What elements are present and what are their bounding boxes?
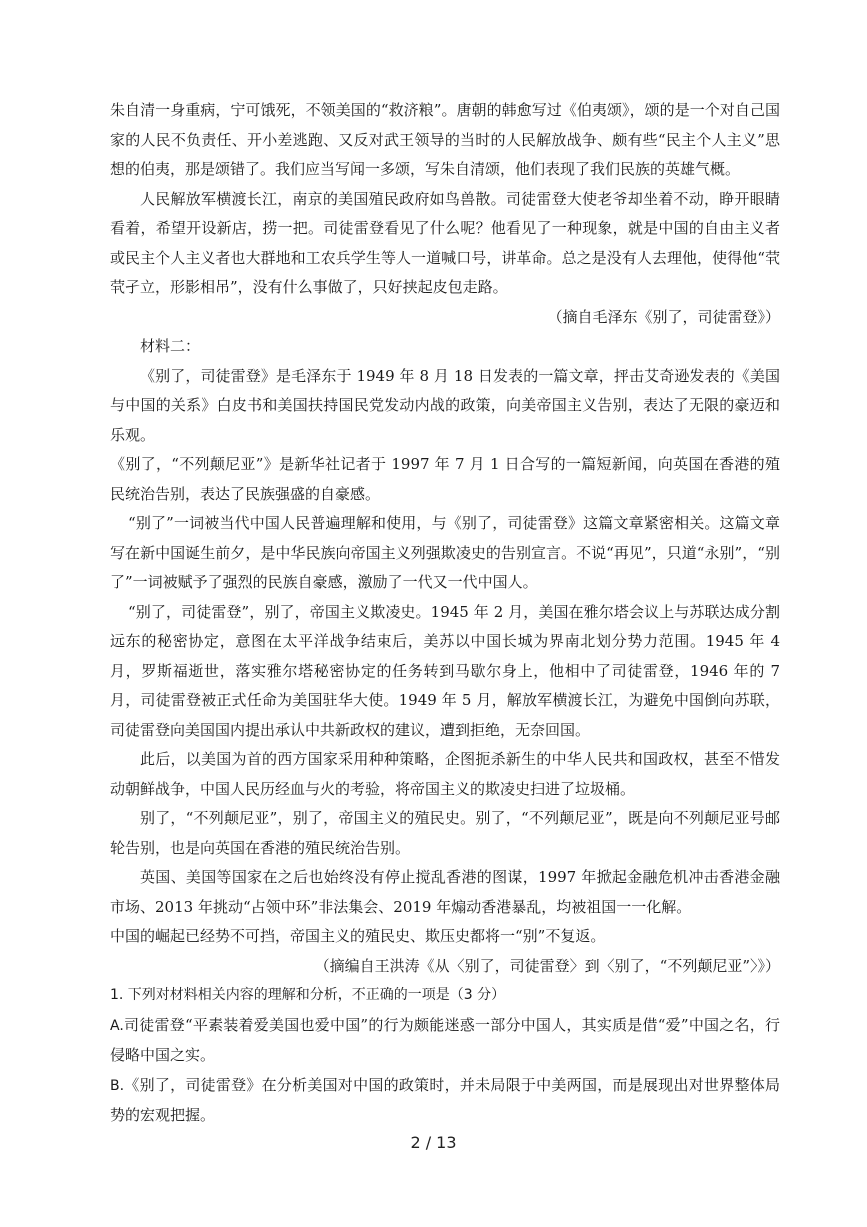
document-body <box>110 96 780 1131</box>
option-label: A. <box>110 1017 124 1034</box>
paragraph: 此后，以美国为首的西方国家采用种种策略，企图扼杀新生的中华人民共和国政权，甚至不惜发动朝鲜战争，中国人民历经血与火的考验，将帝国主义的欺凌史扫进了垃圾桶。 <box>110 750 780 798</box>
paragraph: 中国的崛起已经势不可挡，帝国主义的殖民史、欺压史都将一“别”不复返。 <box>110 927 606 945</box>
option-label: B. <box>110 1077 125 1094</box>
answer-option-b <box>110 1071 780 1131</box>
paragraph: 《别了，司徒雷登》是毛泽东于 1949 年 8 月 18 日发表的一篇文章，抨击艾奇逊发表的《美国与中国的关系》白皮书和美国扶持国民党发动内战的政策，向美帝国主义告别，表达了无限的豪迈和乐观。 <box>110 366 780 444</box>
option-text: 《别了，司徒雷登》在分析美国对中国的政策时，并未局限于中美两国，而是展现出对世界整体局势的宏观把握。 <box>110 1075 780 1124</box>
paragraph: 人民解放军横渡长江，南京的美国殖民政府如鸟兽散。司徒雷登大使老爷却坐着不动，睁开眼睛看着，希望开设新店，捞一把。司徒雷登看见了什么呢？他看见了一种现象，就是中国的自由主义者或民主个人主义者也大群地和工农兵学生等人一道喊口号，讲革命。总之是没有人去理他，使得他“茕茕孑立，形影相吊”，没有什么事做了，只好挟起皮包走路。 <box>110 189 780 296</box>
page-number: 2 / 13 <box>410 1133 457 1152</box>
source-citation: （摘编自王洪涛《从〈别了，司徒雷登〉到〈别了，“不列颠尼亚”〉》） <box>314 956 780 975</box>
section-heading: 材料二： <box>140 337 201 355</box>
paragraph: 朱自清一身重病，宁可饿死，不领美国的“救济粮”。唐朝的韩愈写过《伯夷颂》，颂的是一个对自己国家的人民不负责任、开小差逃跑、又反对武王领导的当时的人民解放战争、颇有些“民主个人主义”思想的伯夷，那是颂错了。我们应当写闻一多颂，写朱自清颂，他们表现了我们民族的英雄气概。 <box>110 101 780 178</box>
paragraph: 别了，“不列颠尼亚”，别了，帝国主义的殖民史。别了，“不列颠尼亚”，既是向不列颠尼亚号邮轮告别，也是向英国在香港的殖民统治告别。 <box>110 809 780 857</box>
paragraph: “别了，司徒雷登”，别了，帝国主义欺凌史。1945 年 2 月，美国在雅尔塔会议上与苏联达成分割远东的秘密协定，意图在太平洋战争结束后，美苏以中国长城为界南北划分势力范围。1945 年 4 月，罗斯福逝世，落实雅尔塔秘密协定的任务转到马歇尔身上，他相中了司徒雷登，1946 年的 7 月，司徒雷登被正式任命为美国驻华大使。1949 年 5 月，解放军横渡长江，为避免中国倒向苏联，司徒雷登向美国国内提出承认中共新政权的建议，遭到拒绝，无奈回国。 <box>110 602 780 739</box>
answer-option-a <box>110 1011 780 1071</box>
paragraph: 《别了，“不列颠尼亚”》是新华社记者于 1997 年 7 月 1 日合写的一篇短新闻，向英国在香港的殖民统治告别，表达了民族强盛的自豪感。 <box>110 455 780 503</box>
source-citation: （摘自毛泽东《别了，司徒雷登》） <box>547 307 780 326</box>
paragraph: 英国、美国等国家在之后也始终没有停止搅乱香港的图谋，1997 年掀起金融危机冲击香港金融市场、2013 年挑动“占领中环”非法集会、2019 年煽动香港暴乱，均被祖国一一化解。 <box>110 868 780 916</box>
option-text: 司徒雷登“平素装着爱美国也爱中国”的行为颇能迷惑一部分中国人，其实质是借“爱”中国之名，行侵略中国之实。 <box>110 1015 780 1064</box>
question-stem: 1. 下列对材料相关内容的理解和分析，不正确的一项是（3 分） <box>110 987 506 1003</box>
paragraph: “别了”一词被当代中国人民普遍理解和使用，与《别了，司徒雷登》这篇文章紧密相关。这篇文章写在新中国诞生前夕，是中华民族向帝国主义列强欺凌史的告别宣言。不说“再见”，只道“永别”，“别了”一词被赋予了强烈的民族自豪感，激励了一代又一代中国人。 <box>110 514 780 591</box>
